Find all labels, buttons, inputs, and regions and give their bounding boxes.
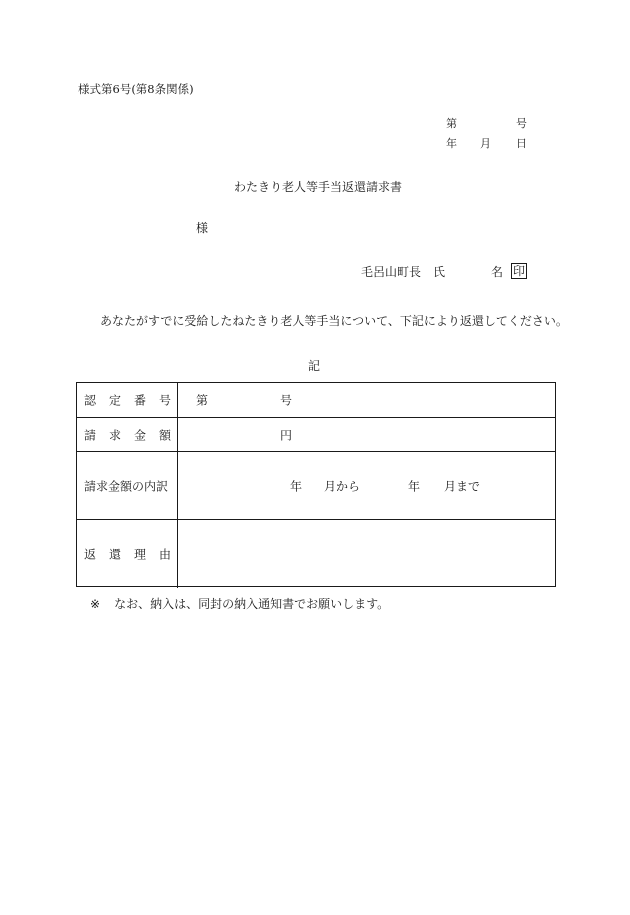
certification-number-suffix: 号 bbox=[280, 393, 293, 408]
certification-number-label: 認 定 番 号 bbox=[84, 393, 171, 408]
issuer-name-label-1: 氏 bbox=[433, 265, 446, 279]
claim-breakdown-label: 請求金額の内訳 bbox=[84, 479, 169, 493]
breakdown-from-month: 月から bbox=[324, 479, 361, 493]
document-number-prefix: 第 bbox=[446, 117, 457, 130]
return-reason-value-cell[interactable] bbox=[178, 520, 555, 588]
breakdown-from-year: 年 bbox=[290, 479, 303, 493]
claim-amount-value-cell[interactable] bbox=[178, 418, 555, 451]
note-mark: ※ bbox=[90, 597, 101, 611]
claim-amount-label: 請 求 金 額 bbox=[84, 428, 171, 442]
table-row-return-reason bbox=[77, 520, 555, 588]
table-label-cell bbox=[77, 520, 178, 588]
document-title: わたきり老人等手当返還請求書 bbox=[234, 180, 403, 194]
table-row-certification-number bbox=[77, 383, 555, 418]
return-reason-label: 返 還 理 由 bbox=[84, 547, 171, 562]
table-row-claim-breakdown bbox=[77, 452, 555, 520]
issuer-title: 毛呂山町長 bbox=[361, 265, 422, 279]
body-text: あなたがすでに受給したねたきり老人等手当について、下記により返還してください。 bbox=[100, 314, 568, 328]
detail-table bbox=[76, 382, 556, 587]
document-number-suffix: 号 bbox=[516, 117, 527, 130]
table-label-cell bbox=[77, 418, 178, 451]
certification-number-prefix: 第 bbox=[196, 393, 209, 408]
table-label-cell bbox=[77, 452, 178, 519]
note-text: なお、納入は、同封の納入通知書でお願いします。 bbox=[114, 597, 390, 611]
payment-note bbox=[90, 598, 389, 610]
breakdown-to-month: 月まで bbox=[444, 479, 481, 493]
ki-label: 記 bbox=[308, 359, 321, 373]
form-reference: 様式第6号(第8条関係) bbox=[78, 82, 194, 96]
issuer-name-label-2: 名 bbox=[491, 265, 504, 279]
date-month-label: 月 bbox=[480, 137, 491, 150]
seal-mark: 印 bbox=[512, 264, 525, 278]
date-day-label: 日 bbox=[516, 137, 527, 150]
issuer-line bbox=[361, 265, 504, 279]
certification-number-value-cell[interactable] bbox=[178, 383, 555, 417]
addressee-suffix: 様 bbox=[196, 221, 209, 235]
table-label-cell bbox=[77, 383, 178, 417]
breakdown-to-year: 年 bbox=[408, 479, 421, 493]
claim-breakdown-value-cell[interactable] bbox=[178, 452, 555, 519]
date-year-label: 年 bbox=[446, 137, 457, 150]
claim-amount-unit: 円 bbox=[280, 428, 293, 442]
table-row-claim-amount bbox=[77, 418, 555, 452]
